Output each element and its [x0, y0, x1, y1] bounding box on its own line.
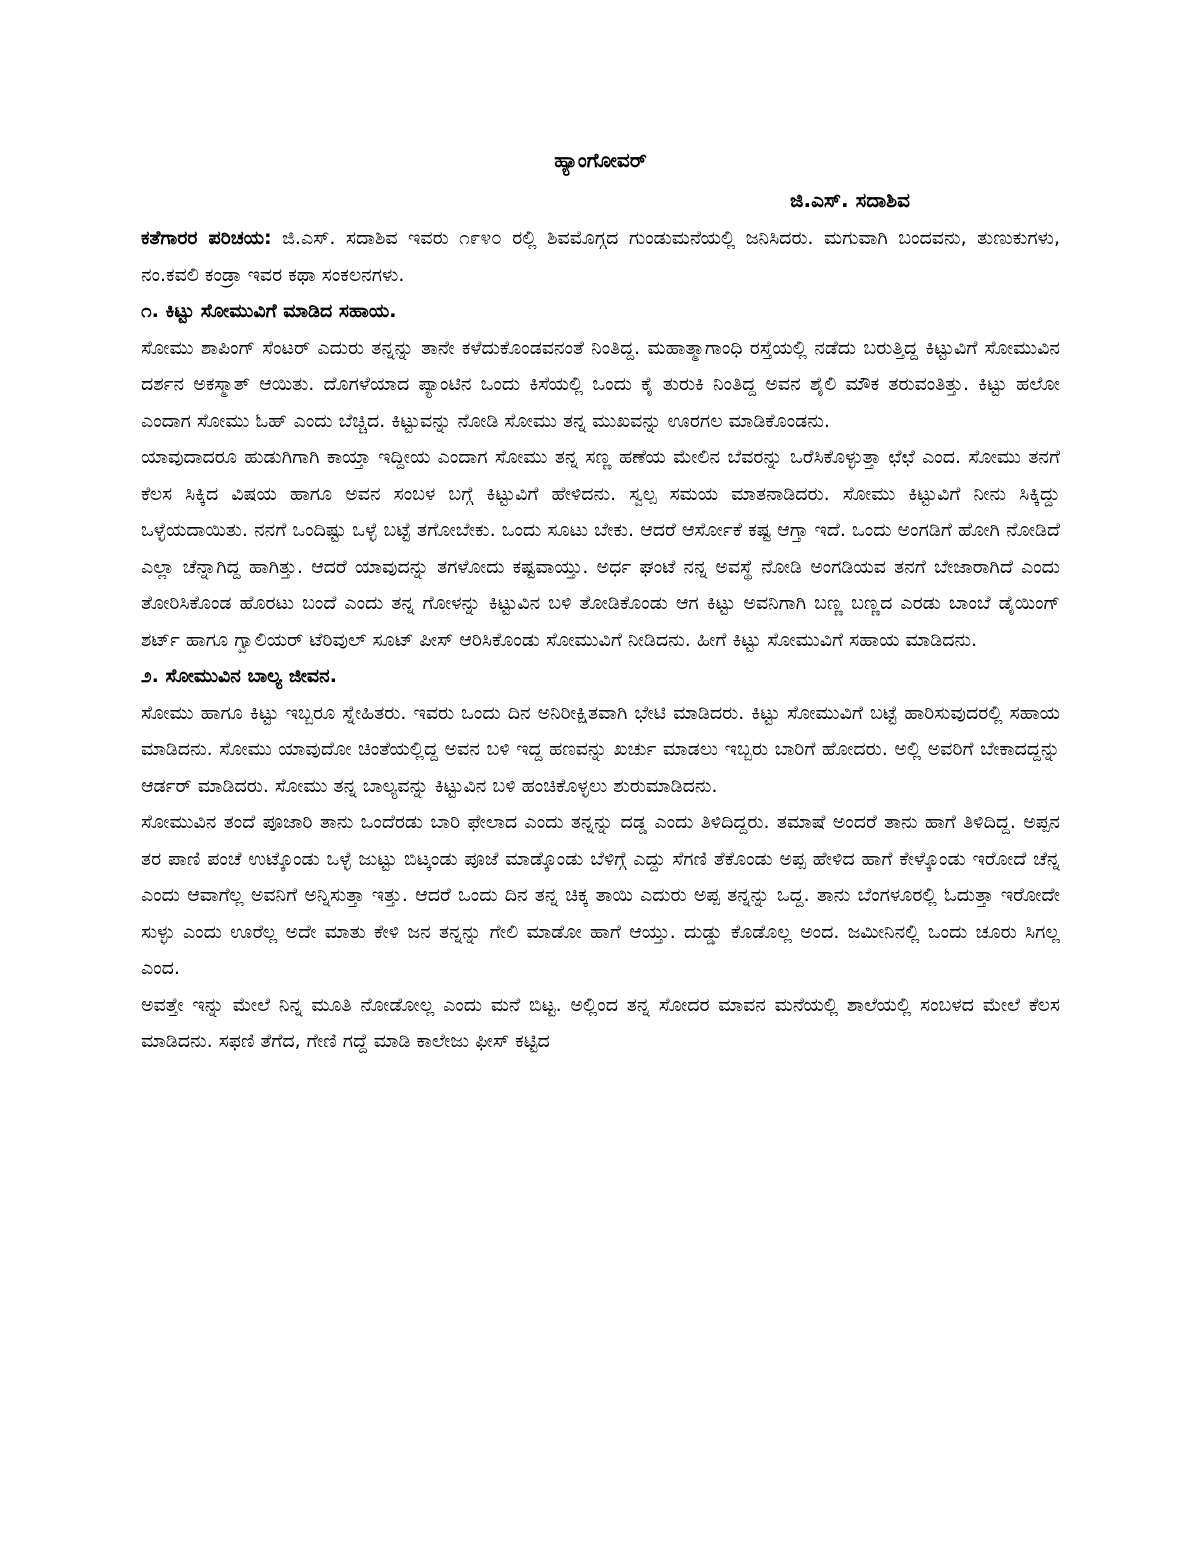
section-paragraph: ಸೋಮುವಿನ ತಂದೆ ಪೂಜಾರಿ ತಾನು ಒಂದೆರಡು ಬಾರಿ ಫೇಲಾದ ಎಂದು ತನ್ನನ್ನು ದಡ್ಡ ಎಂದು ತಿಳಿದಿದ್ದರು. ತಮಾಷೆ ಅಂದರೆ ತಾನು ಹಾಗೆ ತಿಳಿದಿದ್ದ. ಅಪ್ಪನ ತರ ಪಾಣಿ ಪಂಚೆ ಉಟ್ಕೊಂಡು ಒಳ್ಳೆ ಜುಟ್ಟು ಬಿಟ್ಕಂಡು ಪೂಜೆ ಮಾಡ್ಕೊಂಡು ಬೆಳಿಗ್ಗೆ ಎದ್ದು ಸೆಗಣಿ ತೆಕೊಂಡು ಅಪ್ಪ ಹೇಳಿದ ಹಾಗೆ ಕೇಳ್ಕೊಂಡು ಇರೋದೆ ಚೆನ್ನ ಎಂದು ಆವಾಗೆಲ್ಲ ಅವನಿಗೆ ಅನ್ನಿಸುತ್ತಾ ಇತ್ತು. ಆದರೆ ಒಂದು ದಿನ ತನ್ನ ಚಿಕ್ಕ ತಾಯಿ ಎದುರು ಅಪ್ಪ ತನ್ನನ್ನು ಒದ್ದ. ತಾನು ಬೆಂಗಳೂರಲ್ಲಿ ಓದುತ್ತಾ ಇರೋದೇ ಸುಳ್ಳು ಎಂದು ಊರೆಲ್ಲ ಅದೇ ಮಾತು ಕೇಳಿ ಜನ ತನ್ನನ್ನು ಗೇಲಿ ಮಾಡೋ ಹಾಗೆ ಆಯ್ತು. ದುಡ್ಡು ಕೊಡೊಲ್ಲ ಅಂದ. ಜಮೀನಿನಲ್ಲಿ ಒಂದು ಚೂರು ಸಿಗಲ್ಲ ಎಂದ.: [141, 811, 1060, 979]
author-name: ಜಿ.ಎಸ್. ಸದಾಶಿವ: [790, 188, 910, 212]
author-intro-paragraph: [141, 220, 1060, 293]
author-intro-label: ಕತೆಗಾರರ ಪರಿಚಯ:: [141, 227, 272, 249]
section-paragraph: ಸೋಮು ಹಾಗೂ ಕಿಟ್ಟು ಇಬ್ಬರೂ ಸ್ನೇಹಿತರು. ಇವರು ಒಂದು ದಿನ ಅನಿರೀಕ್ಷಿತವಾಗಿ ಭೇಟಿ ಮಾಡಿದರು. ಕಿಟ್ಟು ಸೋಮುವಿಗೆ ಬಟ್ಟೆ ಹಾರಿಸುವುದರಲ್ಲಿ ಸಹಾಯ ಮಾಡಿದನು. ಸೋಮು ಯಾವುದೋ ಚಿಂತೆಯಲ್ಲಿದ್ದ ಅವನ ಬಳಿ ಇದ್ದ ಹಣವನ್ನು ಖರ್ಚು ಮಾಡಲು ಇಬ್ಬರು ಬಾರಿಗೆ ಹೋದರು. ಅಲ್ಲಿ ಅವರಿಗೆ ಬೇಕಾದದ್ದನ್ನು ಆರ್ಡರ್ ಮಾಡಿದರು. ಸೋಮು ತನ್ನ ಬಾಲ್ಯವನ್ನು ಕಿಟ್ಟುವಿನ ಬಳಿ ಹಂಚಿಕೊಳ್ಳಲು ಶುರುಮಾಡಿದನು.: [141, 701, 1060, 797]
section-paragraph: ಸೋಮು ಶಾಪಿಂಗ್ ಸೆಂಟರ್ ಎದುರು ತನ್ನನ್ನು ತಾನೇ ಕಳೆದುಕೊಂಡವನಂತೆ ನಿಂತಿದ್ದ. ಮಹಾತ್ಮಾಗಾಂಧಿ ರಸ್ತೆಯಲ್ಲಿ ನಡೆದು ಬರುತ್ತಿದ್ದ ಕಿಟ್ಟುವಿಗೆ ಸೋಮುವಿನ ದರ್ಶನ ಅಕಸ್ಮಾತ್ ಆಯಿತು. ದೊಗಳೆಯಾದ ಪ್ಯಾಂಟಿನ ಒಂದು ಕಿಸೆಯಲ್ಲಿ ಒಂದು ಕೈ ತುರುಕಿ ನಿಂತಿದ್ದ ಅವನ ಶೈಲಿ ಮೌಕ ತರುವಂತಿತ್ತು. ಕಿಟ್ಟು ಹಲೋ ಎಂದಾಗ ಸೋಮು ಓಹ್ ಎಂದು ಬೆಚ್ಚಿದ. ಕಿಟ್ಟುವನ್ನು ನೋಡಿ ಸೋಮು ತನ್ನ ಮುಖವನ್ನು ಊರಗಲ ಮಾಡಿಕೊಂಡನು.: [141, 336, 1060, 432]
author-intro-text: ಜಿ.ಎಸ್. ಸದಾಶಿವ ಇವರು ೧೯೪೦ ರಲ್ಲಿ ಶಿವಮೊಗ್ಗದ ಗುಂಡುಮನೆಯಲ್ಲಿ ಜನಿಸಿದರು. ಮಗುವಾಗಿ ಬಂದವನು, ತುಣುಕುಗಳು, ನಂ.ಕವಲಿ ಕಂಡ್ರಾ ಇವರ ಕಥಾ ಸಂಕಲನಗಳು.: [141, 227, 1060, 286]
section-paragraph: ಯಾವುದಾದರೂ ಹುಡುಗಿಗಾಗಿ ಕಾಯ್ತಾ ಇದ್ದೀಯ ಎಂದಾಗ ಸೋಮು ತನ್ನ ಸಣ್ಣ ಹಣೆಯ ಮೇಲಿನ ಬೆವರನ್ನು ಒರೆಸಿಕೊಳ್ಳುತ್ತಾ ಛೆಛೆ ಎಂದ. ಸೋಮು ತನಗೆ ಕೆಲಸ ಸಿಕ್ಕಿದ ವಿಷಯ ಹಾಗೂ ಅವನ ಸಂಬಳ ಬಗ್ಗೆ ಕಿಟ್ಟುವಿಗೆ ಹೇಳಿದನು. ಸ್ವಲ್ಪ ಸಮಯ ಮಾತನಾಡಿದರು. ಸೋಮು ಕಿಟ್ಟುವಿಗೆ ನೀನು ಸಿಕ್ಕಿದ್ದು ಒಳ್ಳೆಯದಾಯಿತು. ನನಗೆ ಒಂದಿಷ್ಟು ಒಳ್ಳೆ ಬಟ್ಟೆ ತಗೋಬೇಕು. ಒಂದು ಸೂಟು ಬೇಕು. ಆದರೆ ಆರ್ಸೋಕೆ ಕಷ್ಟ ಆಗ್ತಾ ಇದೆ. ಒಂದು ಅಂಗಡಿಗೆ ಹೋಗಿ ನೋಡಿದೆ ಎಲ್ಲಾ ಚೆನ್ನಾಗಿದ್ದ ಹಾಗಿತ್ತು. ಆದರೆ ಯಾವುದನ್ನು ತಗಳೋದು ಕಷ್ಟವಾಯ್ತು. ಅರ್ಧ ಘಂಟೆ ನನ್ನ ಅವಸ್ಥೆ ನೋಡಿ ಅಂಗಡಿಯವ ತನಗೆ ಬೇಜಾರಾಗಿದೆ ಎಂದು ತೋರಿಸಿಕೊಂಡ ಹೊರಟು ಬಂದೆ ಎಂದು ತನ್ನ ಗೋಳನ್ನು ಕಿಟ್ಟುವಿನ ಬಳಿ ತೋಡಿಕೊಂಡು ಆಗ ಕಿಟ್ಟು ಅವನಿಗಾಗಿ ಬಣ್ಣ ಬಣ್ಣದ ಎರಡು ಬಾಂಬೆ ಡೈಯಿಂಗ್ ಶರ್ಟ್ ಹಾಗೂ ಗ್ವಾಲಿಯರ್ ಟೆರಿವುಲ್ ಸೂಟ್ ಪೀಸ್ ಆರಿಸಿಕೊಂಡು ಸೋಮುವಿಗೆ ನೀಡಿದನು. ಹೀಗೆ ಕಿಟ್ಟು ಸೋಮುವಿಗೆ ಸಹಾಯ ಮಾಡಿದನು.: [141, 446, 1060, 651]
document-page: [141, 140, 1060, 1060]
section-heading: ೧. ಕಿಟ್ಟು ಸೋಮುವಿಗೆ ಮಾಡಿದ ಸಹಾಯ.: [141, 300, 397, 322]
section-paragraph: ಅವತ್ತೇ ಇನ್ನು ಮೇಲೆ ನಿನ್ನ ಮೂತಿ ನೋಡೋಲ್ಲ ಎಂದು ಮನೆ ಬಿಟ್ಟ. ಅಲ್ಲಿಂದ ತನ್ನ ಸೋದರ ಮಾವನ ಮನೆಯಲ್ಲಿ ಶಾಲೆಯಲ್ಲಿ ಸಂಬಳದ ಮೇಲೆ ಕೆಲಸ ಮಾಡಿದನು. ಸಫಣಿ ತೆಗೆದ, ಗೇಣಿ ಗದ್ದೆ ಮಾಡಿ ಕಾಲೇಜು ಫೀಸ್ ಕಟ್ಟಿದ: [141, 993, 1060, 1052]
section-heading: ೨. ಸೋಮುವಿನ ಬಾಲ್ಯ ಜೀವನ.: [141, 665, 337, 687]
document-title: ಹ್ಯಾಂಗೋವರ್: [554, 148, 647, 172]
